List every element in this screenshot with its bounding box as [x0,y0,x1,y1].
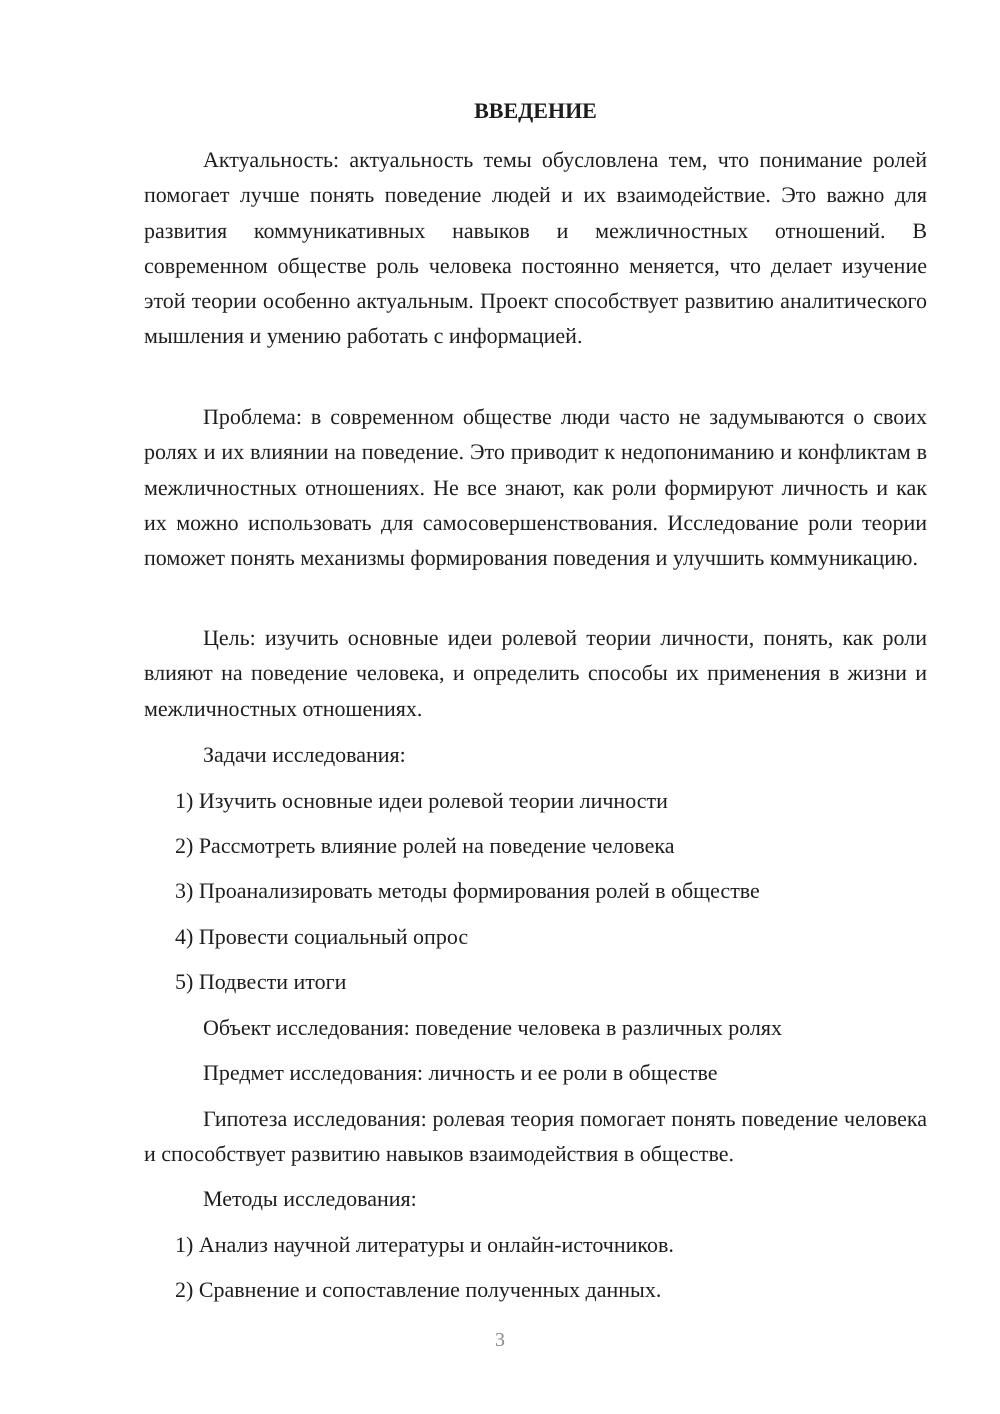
tasks-heading: Задачи исследования: [203,742,406,767]
methods-heading: Методы исследования: [203,1186,417,1211]
method-item: 2) Сравнение и сопоставление полученных данных. [175,1277,662,1302]
problem-paragraph: Проблема: в современном обществе люди часто не задумываются о своих ролях и их влиянии на поведение. Это приводит к недопониманию и конфликтам в межличностных отношениях. Не все знают, как роли формируют личность и как их можно использовать для самосовершенствования. Исследование роли теории поможет понять механизмы формирования поведения и улучшить коммуникацию. [144,404,927,571]
task-item: 1) Изучить основные идеи ролевой теории личности [175,788,668,813]
task-item: 3) Проанализировать методы формирования ролей в обществе [175,878,760,903]
task-item: 4) Провести социальный опрос [175,924,469,949]
page-title: ВВЕДЕНИЕ [474,98,597,123]
task-item: 2) Рассмотреть влияние ролей на поведение человека [175,833,675,858]
method-item: 1) Анализ научной литературы и онлайн-источников. [175,1232,674,1257]
relevance-paragraph: Актуальность: актуальность темы обусловлена тем, что понимание ролей помогает лучше понять поведение людей и их взаимодействие. Это важно для развития коммуникативных навыков и межличностных отношений. В современном обществе роль человека постоянно меняется, что делает изучение этой теории особенно актуальным. Проект способствует развитию аналитического мышления и умению работать с информацией. [144,147,927,349]
research-object: Объект исследования: поведение человека в различных ролях [203,1015,783,1040]
research-subject: Предмет исследования: личность и ее роли в обществе [203,1060,718,1085]
goal-paragraph: Цель: изучить основные идеи ролевой теории личности, понять, как роли влияют на поведение человека, и определить способы их применения в жизни и межличностных отношениях. [144,625,927,721]
task-item: 5) Подвести итоги [175,969,347,994]
page-number: 3 [495,1329,505,1351]
hypothesis-paragraph: Гипотеза исследования: ролевая теория помогает понять поведение человека и способствует развитию навыков взаимодействия в обществе. [144,1106,927,1167]
